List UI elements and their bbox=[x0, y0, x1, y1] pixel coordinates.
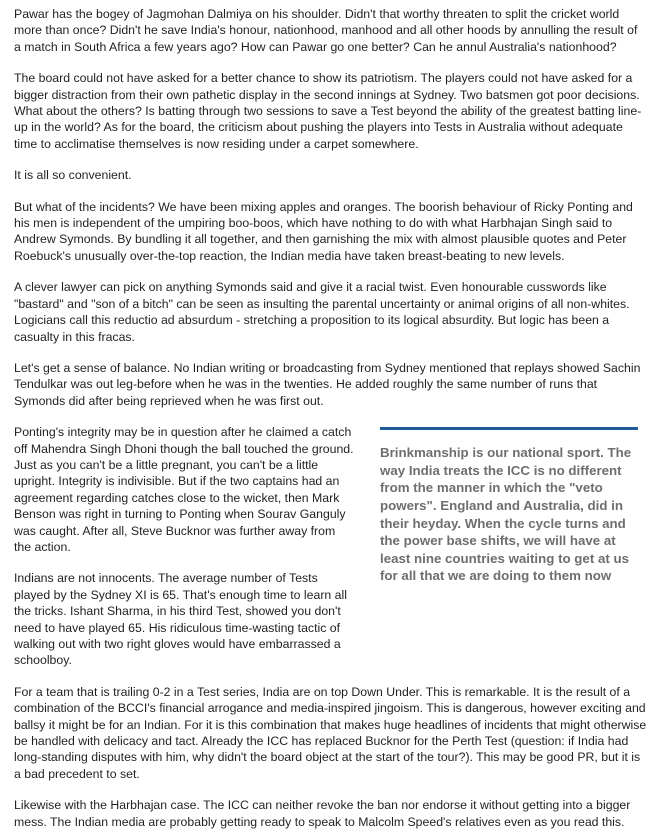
paragraph: Likewise with the Harbhajan case. The ICC can neither revoke the ban nor endorse it without getting into a bigger mess. The Indian media are probably getting ready to speak to Malcolm Speed's relatives even as you read this. bbox=[14, 798, 631, 829]
paragraph: For a team that is trailing 0-2 in a Test series, India are on top Down Under. This is remarkable. It is the result of a combination of the BCCI's financial arrogance and media-inspired jingoism. This is dangerous, however exciting and ballsy it might be for an Indian. For it is this combination that makes huge headlines of incidents that might otherwise be handled with delicacy and tact. Already the ICC has replaced Bucknor for the Perth Test (question: if India had long-standing disputes with him, why didn't the board object at the start of the tour?). This may be good PR, but it is a bad precedent to set. bbox=[14, 684, 647, 781]
paragraph: Ponting's integrity may be in question after he claimed a catch off Mahendra Singh Dhoni though the ball touched the ground. Just as you can't be a little pregnant, you can't be a little upright. Integrity is indivisible. But if the two captains had an agreement regarding catches close to the wicket, then Mark Benson was right in turning to Ponting when Sourav Ganguly was caught. After all, Steve Bucknor was further away from the action. bbox=[14, 425, 354, 554]
quote-wrap-section bbox=[14, 424, 647, 684]
paragraph: It is all so convenient. bbox=[14, 168, 132, 183]
paragraph: Let's get a sense of balance. No Indian writing or broadcasting from Sydney mentioned that replays showed Sachin Tendulkar was out leg-before when he was in the twenties. He added roughly the same number of runs that Symonds did after being reprieved when he was first out. bbox=[14, 360, 641, 408]
paragraph: The board could not have asked for a better chance to show its patriotism. The players could not have asked for a bigger distraction from their own pathetic display in the second innings at Sydney. Two batsmen got poor decisions. What about the others? Is batting through two sessions to save a Test beyond the ability of the greatest batting line-up in the world? As for the board, the criticism about pushing the players into Tests in Australia without adequate time to acclimatise themselves is now residing under a carpet somewhere. bbox=[14, 71, 642, 151]
pull-quote bbox=[372, 427, 647, 585]
paragraph: A clever lawyer can pick on anything Symonds said and give it a racial twist. Even honourable cusswords like "bastard" and "son of a bitch" can be seen as insulting the parental uncertainty or animal origins of all non-whites. Logicians call this reductio ad absurdum - stretching a proposition to its logical absurdity. But logic has been a casualty in this fracas. bbox=[14, 280, 630, 344]
paragraph: But what of the incidents? We have been mixing apples and oranges. The boorish behaviour of Ricky Ponting and his men is independent of the umpiring boo-boos, which have nothing to do with what Harbhajan Singh said to Andrew Symonds. By bundling it all together, and then garnishing the mix with almost plausible quotes and Peter Roebuck's unusually over-the-top reaction, the Indian media have taken breast-beating to new levels. bbox=[14, 199, 633, 263]
paragraph: Pawar has the bogey of Jagmohan Dalmiya on his shoulder. Didn't that worthy threaten to split the cricket world more than once? Didn't he save India's honour, nationhood, manhood and all other hoods by annulling the result of a match in South Africa a few years ago? How can Pawar go one better? Can he annul Australia's nationhood? bbox=[14, 7, 638, 54]
paragraph: Indians are not innocents. The average number of Tests played by the Sydney XI is 65. That's enough time to learn all the tricks. Ishant Sharma, in his third Test, showed you don't need to have played 65. His ridiculous time-wasting tactic of walking out with two right gloves would have embarrassed a schoolboy. bbox=[14, 571, 347, 668]
pull-quote-text: Brinkmanship is our national sport. The way India treats the ICC is no different from the manner in which the "veto powers". England and Australia, did in their heyday. When the cycle turns and the power base shifts, we will have at least nine countries waiting to get at us for all that we are doing to them now bbox=[380, 445, 632, 584]
pull-quote-divider bbox=[380, 427, 638, 430]
